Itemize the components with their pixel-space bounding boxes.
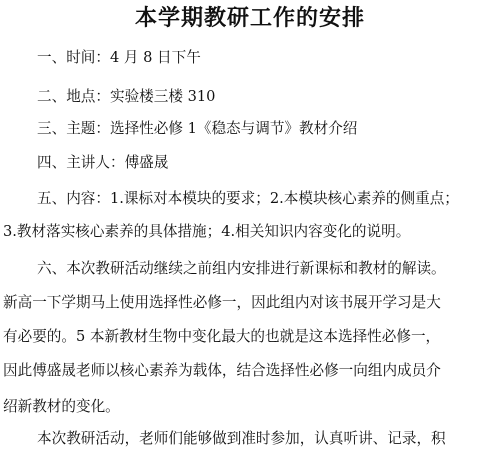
paragraph-six-line-3: 有必要的。5 本新教材生物中变化最大的也就是这本选择性必修一，	[3, 328, 441, 345]
item-content: 五、内容：1.课标对本模块的要求；2.本模块核心素养的侧重点；	[37, 190, 459, 207]
item-topic: 三、主题：选择性必修 1《稳态与调节》教材介绍	[37, 120, 358, 137]
item-location: 二、地点：实验楼三楼 310	[37, 88, 216, 105]
paragraph-six-line-2: 新高一下学期马上使用选择性必修一，因此组内对该书展开学习是大	[3, 294, 441, 311]
paragraph-six-line-1: 六、本次教研活动继续之前组内安排进行新课标和教材的解读。	[37, 260, 446, 277]
paragraph-six-line-5: 绍新教材的变化。	[3, 398, 120, 415]
item-speaker: 四、主讲人：傅盛晟	[37, 154, 169, 171]
document-title: 本学期教研工作的安排	[134, 6, 365, 31]
paragraph-six-line-4: 因此傅盛晟老师以核心素养为载体，结合选择性必修一向组内成员介	[3, 362, 441, 379]
item-content-continued: 3.教材落实核心素养的具体措施；4.相关知识内容变化的说明。	[3, 223, 411, 240]
summary-line-1: 本次教研活动，老师们能够做到准时参加，认真听讲、记录，积	[37, 430, 446, 447]
item-time: 一、时间：4 月 8 日下午	[37, 49, 201, 66]
